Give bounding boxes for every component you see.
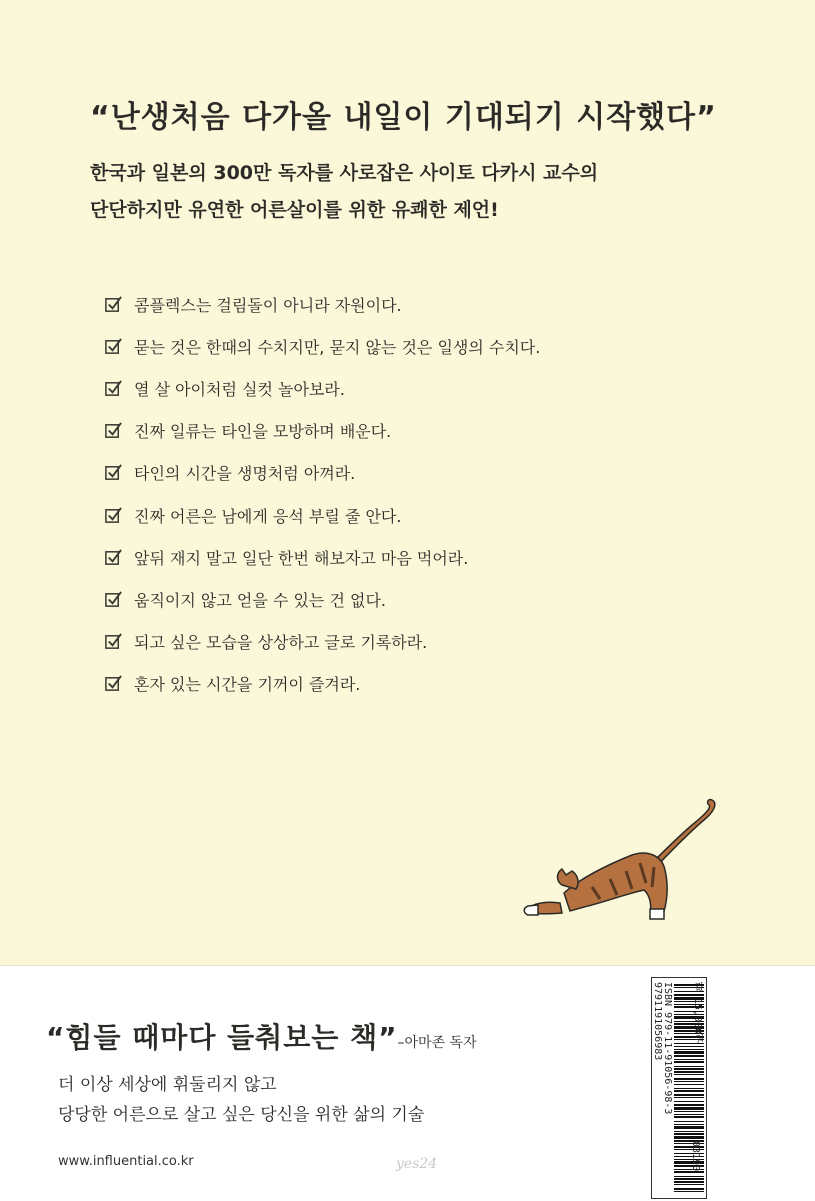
- barcode-bar: [674, 1101, 704, 1102]
- subtitle: [90, 155, 598, 229]
- add-on-code: 03190: [690, 1141, 701, 1172]
- barcode-bar: [674, 1178, 704, 1180]
- barcode-number: 9791191056983: [652, 982, 663, 1061]
- list-item: [104, 367, 540, 409]
- check-icon: [104, 463, 123, 482]
- barcode-bar: [674, 1074, 704, 1075]
- list-item: [104, 410, 540, 452]
- barcode-bar: [674, 1188, 704, 1190]
- isbn-label: ISBN 979-11-91056-98-3: [662, 982, 673, 1115]
- barcode-bar: [674, 1094, 704, 1096]
- list-item-text: 진짜 어른은 남에게 응석 부릴 줄 안다.: [134, 506, 402, 526]
- barcode-bar: [674, 1107, 704, 1110]
- price-label: 값 15,000원: [692, 982, 703, 1045]
- check-icon: [104, 548, 123, 567]
- list-item-text: 되고 싶은 모습을 상상하고 글로 기록하라.: [134, 633, 428, 653]
- barcode-bar: [674, 1066, 704, 1067]
- check-icon: [104, 632, 123, 651]
- barcode-bar: [674, 1071, 704, 1073]
- headline: “난생처음 다가올 내일이 기대되기 시작했다”: [90, 100, 717, 135]
- barcode-bar: [674, 1124, 704, 1125]
- check-icon: [104, 337, 123, 356]
- description-line: 더 이상 세상에 휘둘리지 않고: [58, 1075, 277, 1095]
- check-icon: [104, 506, 123, 525]
- quote-source: –아마존 독자: [397, 1035, 477, 1051]
- barcode-bar: [674, 1191, 704, 1192]
- description: [58, 1070, 424, 1130]
- watermark-signature: yes24: [396, 1156, 438, 1172]
- barcode-bar: [674, 1088, 704, 1089]
- barcode-bar: [674, 1046, 704, 1047]
- check-icon: [104, 421, 123, 440]
- list-item: [104, 452, 540, 494]
- barcode-bar: [674, 1097, 704, 1098]
- list-item-text: 앞뒤 재지 말고 일단 한번 해보자고 마음 먹어라.: [134, 548, 469, 568]
- list-item-text: 묻는 것은 한때의 수치지만, 묻지 않는 것은 일생의 수치다.: [134, 337, 541, 357]
- barcode-bar: [674, 1061, 704, 1063]
- barcode-bar: [674, 1081, 704, 1082]
- subtitle-line: 단단하지만 유연한 어른살이를 위한 유쾌한 제언!: [90, 199, 499, 221]
- reader-quote: [46, 1016, 477, 1056]
- checklist: [104, 283, 540, 705]
- barcode-bar: [674, 1055, 704, 1057]
- list-item-text: 열 살 아이처럼 실컷 놀아보라.: [134, 379, 345, 399]
- list-item-text: 콤플렉스는 걸림돌이 아니라 자원이다.: [134, 295, 402, 315]
- list-item-text: 움직이지 않고 얻을 수 있는 건 없다.: [134, 590, 386, 610]
- barcode-bar: [674, 1090, 704, 1092]
- list-item: [104, 494, 540, 536]
- barcode-bar: [674, 1136, 704, 1139]
- barcode-bar: [674, 1184, 704, 1185]
- list-item: [104, 536, 540, 578]
- barcode-bar: [674, 1078, 704, 1080]
- subtitle-line: 한국과 일본의 300만 독자를 사로잡은 사이토 다카시 교수의: [90, 162, 599, 184]
- back-cover-bottom: [0, 965, 815, 1201]
- barcode-bar: [674, 1176, 704, 1177]
- barcode-bar: [674, 1059, 704, 1060]
- check-icon: [104, 295, 123, 314]
- list-item-text: 혼자 있는 시간을 기꺼이 즐겨라.: [134, 675, 361, 695]
- check-icon: [104, 379, 123, 398]
- check-icon: [104, 590, 123, 609]
- list-item: [104, 283, 540, 325]
- list-item: [104, 325, 540, 367]
- barcode-bar: [674, 1116, 704, 1118]
- list-item: [104, 663, 540, 705]
- barcode-bar: [674, 1104, 704, 1106]
- barcode-bar: [674, 1049, 704, 1050]
- barcode-bar: [674, 1111, 704, 1112]
- description-line: 당당한 어른으로 살고 싶은 당신을 위한 삶의 기술: [58, 1105, 425, 1125]
- barcode-bar: [674, 1051, 704, 1054]
- barcode-bar: [674, 1121, 704, 1122]
- barcode-bar: [674, 1181, 704, 1183]
- check-icon: [104, 674, 123, 693]
- list-item: [104, 621, 540, 663]
- barcode-bar: [674, 1133, 704, 1135]
- barcode-bar: [674, 1114, 704, 1115]
- list-item: [104, 578, 540, 620]
- barcode-bar: [674, 1084, 704, 1085]
- barcode-bar: [674, 1171, 704, 1173]
- list-item-text: 타인의 시간을 생명처럼 아껴라.: [134, 464, 356, 484]
- quote-text: “힘들 때마다 들춰보는 책”: [46, 1021, 398, 1054]
- stretching-cat-illustration: [522, 795, 732, 925]
- publisher-url: www.influential.co.kr: [58, 1154, 194, 1169]
- barcode-bar: [674, 1126, 704, 1129]
- list-item-text: 진짜 일류는 타인을 모방하며 배운다.: [134, 422, 392, 442]
- barcode-bar: [674, 1131, 704, 1132]
- barcode-bar: [674, 1068, 704, 1070]
